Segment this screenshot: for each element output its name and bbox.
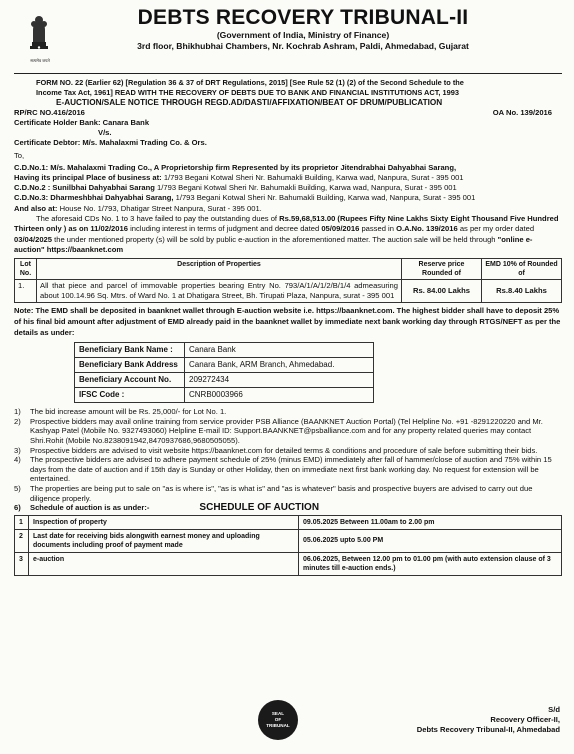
table-row: [75, 373, 374, 388]
header-address: 3rd floor, Bhikhubhai Chambers, Nr. Kochrab Ashram, Paldi, Ahmedabad, Gujarat: [137, 41, 469, 51]
para-text-3: passed in: [359, 224, 397, 234]
list-item: [14, 503, 562, 513]
bank-address-label: Beneficiary Bank Address: [75, 358, 185, 373]
account-number-value: 209272434: [185, 373, 374, 388]
also-at-address: House No. 1/793, Dhatigar Street Nanpura, Surat - 395 001.: [57, 203, 262, 213]
term-number: 4): [14, 455, 21, 465]
para-text-2: including interest in terms of judgment and decree dated: [127, 224, 322, 234]
para-oa-number: O.A.No. 139/2016: [396, 224, 458, 234]
signature-block: [417, 705, 560, 735]
cd3-address: 1/793 Begani Kotwal Sheri Nr. Bahumakli Building, Karwa wad, Nanpura, Surat - 395 001: [173, 193, 476, 203]
emblem-caption: सत्यमेव जयते: [30, 58, 50, 63]
col-reserve-price: Reserve price Rounded of: [402, 259, 482, 280]
term-number: 1): [14, 407, 21, 417]
header: [14, 6, 562, 70]
seal-line-3: TRIBUNAL: [266, 723, 290, 728]
term-number: 2): [14, 416, 21, 426]
reserve-price: Rs. 84.00 Lakhs: [402, 280, 482, 303]
emd-note: Note: The EMD shall be deposited in baanknet wallet through E-auction website i.e. https://baanknet.com. The highest bidder shall have to deposit 25% of his final bid amount after adjustment of EMD already paid in the baanknet wallet by immediate next bank working day through RTGS/NEFT as per the details as under:: [14, 306, 561, 337]
signature-title: Recovery Officer-II,: [490, 715, 560, 724]
bank-address-value: Canara Bank, ARM Branch, Ahmedabad.: [185, 358, 374, 373]
schedule-date: 06.06.2025, Between 12.00 pm to 01.00 pm (with auto extension clause of 3 minutes till e-auction ends.): [299, 552, 562, 575]
property-table-header: [15, 259, 562, 280]
col-emd: EMD 10% of Rounded of: [482, 259, 562, 280]
also-at-label: And also at:: [14, 203, 58, 213]
cd1-address-text: 1/793 Begani Kotwal Sheri Nr. Bahumakli Building, Karwa wad, Nanpura, Surat - 395 001: [161, 173, 464, 183]
para-auction-site: "online e- auction" https://baanknet.com: [14, 234, 533, 255]
schedule-table: [14, 515, 562, 576]
term-number: 3): [14, 445, 21, 455]
term-text: Schedule of auction is as under:-: [30, 503, 150, 513]
seal-line-2: OF: [274, 717, 282, 722]
terms-list: [14, 407, 562, 513]
form-line-1: FORM NO. 22 (Earlier 62) [Regulation 36 & 37 of DRT Regulations, 2015] [See Rule 52 (1) (2) of the Second Schedule to the: [36, 78, 464, 87]
debtor: Certificate Debtor: M/s. Mahalaxmi Trading Co. & Ors.: [14, 138, 207, 148]
ifsc-label: IFSC Code :: [75, 388, 185, 403]
term-text: The bid increase amount will be Rs. 25,000/- for Lot No. 1.: [30, 407, 227, 417]
seal-line-1: SEAL: [271, 711, 285, 716]
signature-sd: S/d: [548, 705, 560, 714]
oa-number: OA No. 139/2016: [492, 108, 552, 117]
col-description: Description of Properties: [37, 259, 402, 280]
to-label: To,: [14, 150, 25, 160]
schedule-number: 1: [15, 515, 29, 529]
account-number-label: Beneficiary Account No.: [75, 373, 185, 388]
form-line-2: Income Tax Act, 1961] READ WITH THE RECOVERY OF DEBTS DUE TO BANK AND FINANCIAL INSTITUTIONS ACT, 1993: [36, 88, 459, 97]
holder-bank: Certificate Holder Bank: Canara Bank: [14, 118, 150, 127]
list-item: [14, 417, 562, 446]
list-item: [14, 407, 562, 417]
term-number: 5): [14, 483, 21, 493]
cd1-address-label: Having its principal Place of business at:: [14, 173, 162, 183]
bank-name-label: Beneficiary Bank Name :: [75, 343, 185, 358]
ifsc-value: CNRB0003966: [185, 388, 374, 403]
notice-heading: E-AUCTION/SALE NOTICE THROUGH REGD.AD/DASTI/AFFIXATION/BEAT OF DRUM/PUBLICATION: [56, 98, 443, 107]
property-description: All that piece and parcel of immovable properties bearing Entry No. 793/A/1/A/1/2/B/1/4 admeasuring about 100.14.96 Sq. Mtrs. of Ward No. 1 at Dhatigara Street, Bh. Tirupati Plaza, Nanpura, surat - 395 001: [37, 280, 402, 303]
para-order-date: 03/04/2025: [14, 234, 53, 244]
list-item: [14, 484, 562, 503]
bank-name-value: Canara Bank: [185, 343, 374, 358]
term-text: Prospective bidders may avail online training from service provider PSB Alliance (BAANKNET Auction Portal) (Tel Helpline No. +91 -8291220220 and Mr. Kashyap Patel (Mobile No. 9327493060) Helpline E-mail ID: Support.BAANKNET@psballiance.com and for any property related queries may contact Shri.Rohit (Mobile No.8238091942,8470937686,9680505055).: [30, 416, 543, 446]
schedule-number: 2: [15, 529, 29, 552]
versus: V/s.: [98, 128, 112, 138]
dues-paragraph: [14, 214, 562, 256]
schedule-event: e-auction: [29, 552, 299, 575]
para-decree-date: 05/09/2016: [321, 224, 360, 234]
rp-number: RP/RC NO.416/2016: [14, 108, 85, 117]
cd3-label: C.D.No.3: Dharmeshbhai Dahyabhai Sarang,: [14, 193, 174, 203]
schedule-date: 05.06.2025 upto 5.00 PM: [299, 529, 562, 552]
term-number: 6): [14, 503, 21, 513]
para-text-5: the under mentioned property (s) will be sold by public e-auction in the aforementioned matter. The auction sale will be held through: [52, 234, 498, 244]
page-title: DEBTS RECOVERY TRIBUNAL-II: [137, 6, 469, 29]
table-row: [75, 343, 374, 358]
header-line-1: (Government of India, Ministry of Finance): [216, 30, 390, 40]
lot-number: 1.: [15, 280, 37, 303]
emd-amount: Rs.8.40 Lakhs: [482, 280, 562, 303]
table-row: [15, 552, 562, 575]
cd2-label: C.D.No.2 : Sunilbhai Dahyabhai Sarang: [14, 183, 155, 193]
col-lot: Lot No.: [15, 259, 37, 280]
cd1-name: C.D.No.1: M/s. Mahalaxmi Trading Co., A Proprietorship firm Represented by its proprietor Jitendrabhai Dahyabhai Sarang,: [14, 162, 457, 172]
list-item: [14, 446, 562, 456]
case-numbers: [14, 108, 562, 118]
cd3: [14, 193, 562, 203]
schedule-title: SCHEDULE OF AUCTION: [199, 502, 320, 514]
schedule-date: 09.05.2025 Between 11.00am to 2.00 pm: [299, 515, 562, 529]
signature-office: Debts Recovery Tribunal-II, Ahmedabad: [416, 725, 560, 734]
schedule-event: Inspection of property: [29, 515, 299, 529]
table-row: [15, 515, 562, 529]
list-item: [14, 455, 562, 484]
tribunal-seal: [258, 700, 298, 740]
bank-details-table: [74, 342, 374, 403]
term-text: The prospective bidders are advised to adhere payment schedule of 25% (minus EMD) immediately after fall of hammer/close of auction and 75% within 15 days from the date of auction and if 15th day is Sunday or other Holiday, then on immediate next first bank working day. No request for extension will be entertained.: [30, 455, 552, 484]
also-at: [14, 204, 562, 214]
schedule-number: 3: [15, 552, 29, 575]
schedule-event: Last date for receiving bids alongwith earnest money and uploading documents including proof of payment made: [29, 529, 299, 552]
table-row: [75, 358, 374, 373]
ashoka-emblem-icon: [24, 12, 54, 58]
table-row: [15, 280, 562, 303]
table-row: [75, 388, 374, 403]
para-dues-amount: Rs.59,68,513.00 (Rupees Fifty Nine Lakhs Sixty Eight Thousand Five Hundred Thirteen only ) as on 11/02/2016: [14, 213, 559, 234]
para-text-1: The aforesaid CDs No. 1 to 3 have failed to pay the outstanding dues of: [36, 213, 280, 223]
table-row: [15, 529, 562, 552]
cd2-address: 1/793 Begani Kotwal Sheri Nr. Bahumakli Building, Karwa wad, Nanpura, Surat - 395 001: [154, 183, 457, 193]
term-text: The properties are being put to sale on "as is where is", "as is what is" and "as is whatever" basis and prospective buyers are advised to carry out due diligence properly.: [30, 483, 533, 503]
cd1-address: [14, 173, 562, 183]
property-table: [14, 258, 562, 303]
divider: [14, 73, 562, 74]
cd2: [14, 183, 562, 193]
term-text: Prospective bidders are advised to visit website https://baanknet.com for detailed terms & conditions and procedure of sale before submitting their bids.: [30, 445, 538, 455]
para-text-4: as per my order dated: [457, 224, 535, 234]
